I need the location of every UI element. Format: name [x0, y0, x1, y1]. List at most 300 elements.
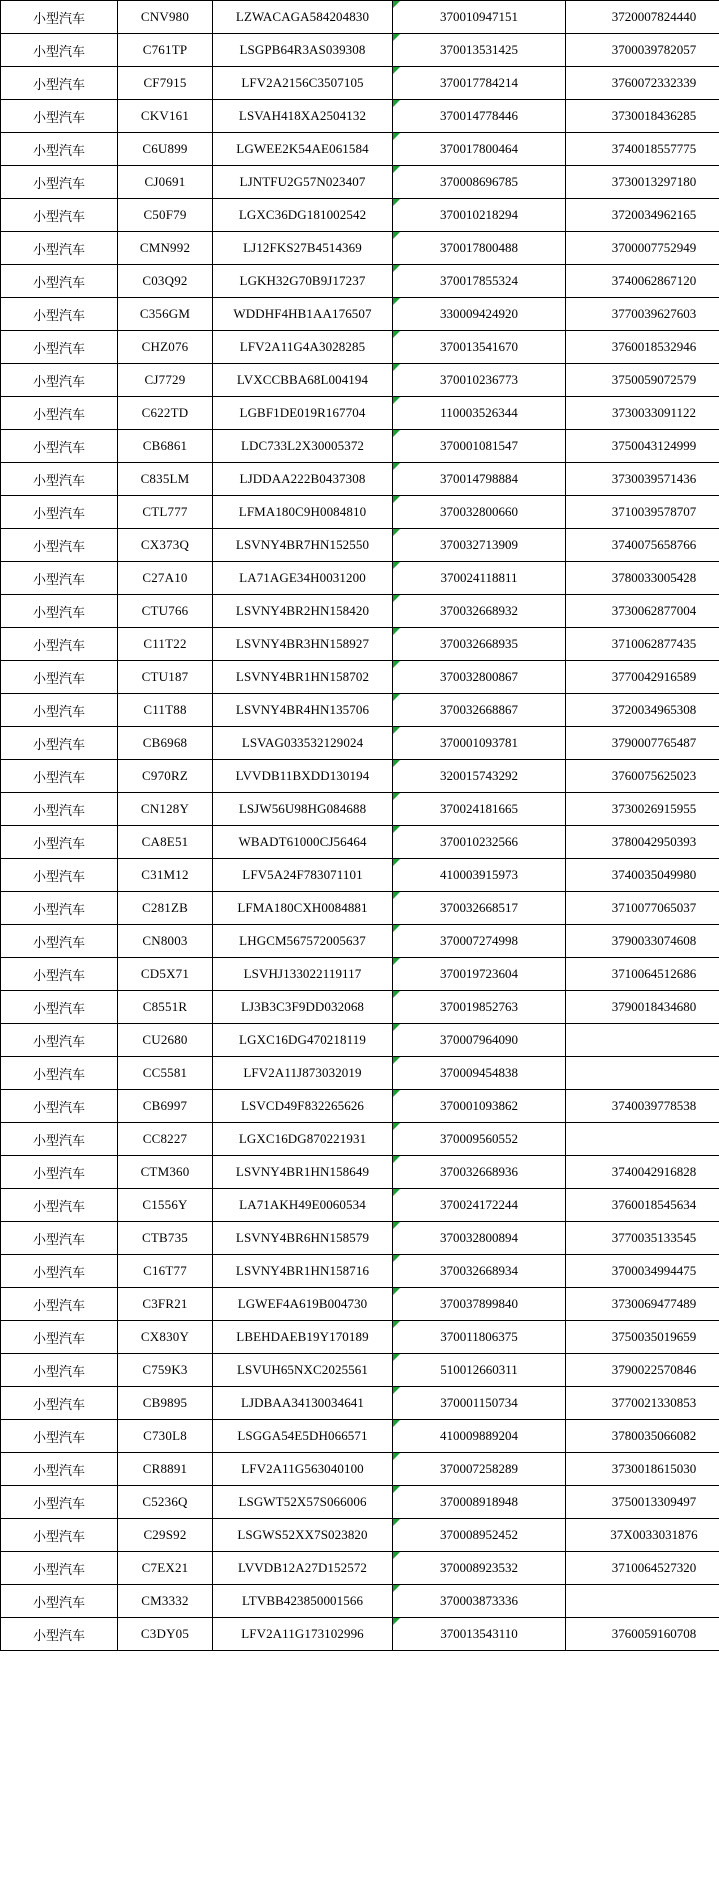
cell-vin: WBADT61000CJ56464 [213, 826, 393, 859]
cell-code-1: 370007964090 [393, 1024, 566, 1057]
cell-code-2: 3730033091122 [566, 397, 719, 430]
cell-vin: LTVBB423850001566 [213, 1585, 393, 1618]
cell-code-1: 370032800867 [393, 661, 566, 694]
cell-code-1: 370003873336 [393, 1585, 566, 1618]
cell-vin: LSGWT52X57S066006 [213, 1486, 393, 1519]
cell-vin: LGXC16DG870221931 [213, 1123, 393, 1156]
cell-vin: LVVDB11BXDD130194 [213, 760, 393, 793]
cell-plate-number: CHZ076 [118, 331, 213, 364]
cell-vehicle-type: 小型汽车 [1, 727, 118, 760]
cell-vin: LFV2A11G4A3028285 [213, 331, 393, 364]
cell-vin: LJDDAA222B0437308 [213, 463, 393, 496]
cell-code-1: 370017784214 [393, 67, 566, 100]
cell-code-1: 370017800464 [393, 133, 566, 166]
cell-plate-number: CD5X71 [118, 958, 213, 991]
table-row [1, 1189, 719, 1222]
cell-vehicle-type: 小型汽车 [1, 298, 118, 331]
cell-code-2: 3790022570846 [566, 1354, 719, 1387]
cell-code-2: 3720034962165 [566, 199, 719, 232]
cell-code-2: 3710039578707 [566, 496, 719, 529]
cell-code-2: 3760018532946 [566, 331, 719, 364]
cell-vin: LGKH32G70B9J17237 [213, 265, 393, 298]
cell-plate-number: CM3332 [118, 1585, 213, 1618]
cell-vehicle-type: 小型汽车 [1, 1453, 118, 1486]
cell-code-2: 3750035019659 [566, 1321, 719, 1354]
cell-vehicle-type: 小型汽车 [1, 67, 118, 100]
cell-plate-number: CMN992 [118, 232, 213, 265]
cell-plate-number: C31M12 [118, 859, 213, 892]
cell-code-2: 3730062877004 [566, 595, 719, 628]
cell-plate-number: CR8891 [118, 1453, 213, 1486]
cell-vin: WDDHF4HB1AA176507 [213, 298, 393, 331]
cell-plate-number: C16T77 [118, 1255, 213, 1288]
cell-plate-number: C3FR21 [118, 1288, 213, 1321]
cell-vehicle-type: 小型汽车 [1, 34, 118, 67]
table-row [1, 265, 719, 298]
cell-code-2: 37X0033031876 [566, 1519, 719, 1552]
cell-code-2: 3770035133545 [566, 1222, 719, 1255]
cell-plate-number: C1556Y [118, 1189, 213, 1222]
table-row [1, 1321, 719, 1354]
cell-vin: LFMA180CXH0084881 [213, 892, 393, 925]
cell-code-1: 370009560552 [393, 1123, 566, 1156]
cell-code-1: 370032668517 [393, 892, 566, 925]
cell-code-2: 3790007765487 [566, 727, 719, 760]
cell-vehicle-type: 小型汽车 [1, 562, 118, 595]
cell-plate-number: C27A10 [118, 562, 213, 595]
table-row [1, 826, 719, 859]
cell-code-2: 3780033005428 [566, 562, 719, 595]
cell-code-2: 3720034965308 [566, 694, 719, 727]
cell-vehicle-type: 小型汽车 [1, 463, 118, 496]
table-row [1, 1420, 719, 1453]
cell-code-2: 3760059160708 [566, 1618, 719, 1651]
table-row [1, 133, 719, 166]
table-row [1, 1618, 719, 1651]
cell-code-1: 370001093781 [393, 727, 566, 760]
cell-plate-number: C11T88 [118, 694, 213, 727]
cell-vehicle-type: 小型汽车 [1, 1420, 118, 1453]
cell-vehicle-type: 小型汽车 [1, 1156, 118, 1189]
cell-vin: LSVNY4BR2HN158420 [213, 595, 393, 628]
cell-vehicle-type: 小型汽车 [1, 1024, 118, 1057]
cell-code-2: 3740018557775 [566, 133, 719, 166]
table-row [1, 496, 719, 529]
cell-code-1: 370017800488 [393, 232, 566, 265]
cell-vehicle-type: 小型汽车 [1, 925, 118, 958]
table-row [1, 595, 719, 628]
cell-vin: LSGWS52XX7S023820 [213, 1519, 393, 1552]
table-row [1, 661, 719, 694]
cell-vin: LSVNY4BR7HN152550 [213, 529, 393, 562]
cell-vehicle-type: 小型汽车 [1, 1585, 118, 1618]
cell-vin: LHGCM567572005637 [213, 925, 393, 958]
cell-code-2: 3710064527320 [566, 1552, 719, 1585]
table-row [1, 892, 719, 925]
cell-code-2 [566, 1057, 719, 1090]
table-row [1, 562, 719, 595]
cell-code-2: 3760072332339 [566, 67, 719, 100]
cell-code-1: 370014798884 [393, 463, 566, 496]
cell-plate-number: CF7915 [118, 67, 213, 100]
cell-code-1: 370007258289 [393, 1453, 566, 1486]
table-row [1, 1453, 719, 1486]
cell-vehicle-type: 小型汽车 [1, 1057, 118, 1090]
cell-vin: LDC733L2X30005372 [213, 430, 393, 463]
cell-vehicle-type: 小型汽车 [1, 232, 118, 265]
cell-plate-number: C7EX21 [118, 1552, 213, 1585]
cell-plate-number: C759K3 [118, 1354, 213, 1387]
cell-code-2: 3720007824440 [566, 1, 719, 34]
cell-code-2: 3710064512686 [566, 958, 719, 991]
cell-plate-number: CTB735 [118, 1222, 213, 1255]
cell-vin: LGXC36DG181002542 [213, 199, 393, 232]
cell-plate-number: CC8227 [118, 1123, 213, 1156]
table-row [1, 958, 719, 991]
cell-code-2: 3750059072579 [566, 364, 719, 397]
cell-plate-number: C3DY05 [118, 1618, 213, 1651]
cell-plate-number: C622TD [118, 397, 213, 430]
table-row [1, 232, 719, 265]
table-row [1, 1288, 719, 1321]
cell-code-1: 370024172244 [393, 1189, 566, 1222]
cell-vin: LZWACAGA584204830 [213, 1, 393, 34]
cell-code-1: 370007274998 [393, 925, 566, 958]
cell-plate-number: C29S92 [118, 1519, 213, 1552]
cell-code-1: 370032713909 [393, 529, 566, 562]
cell-code-2: 3760018545634 [566, 1189, 719, 1222]
table-row [1, 529, 719, 562]
cell-vin: LSVNY4BR6HN158579 [213, 1222, 393, 1255]
cell-code-1: 370032668936 [393, 1156, 566, 1189]
cell-vehicle-type: 小型汽车 [1, 1222, 118, 1255]
cell-vehicle-type: 小型汽车 [1, 760, 118, 793]
cell-code-2: 3700034994475 [566, 1255, 719, 1288]
cell-code-1: 330009424920 [393, 298, 566, 331]
table-row [1, 1090, 719, 1123]
cell-vin: LSVCD49F832265626 [213, 1090, 393, 1123]
cell-vehicle-type: 小型汽车 [1, 1387, 118, 1420]
cell-vehicle-type: 小型汽车 [1, 826, 118, 859]
cell-plate-number: CU2680 [118, 1024, 213, 1057]
table-row [1, 1255, 719, 1288]
cell-plate-number: CX830Y [118, 1321, 213, 1354]
cell-plate-number: CJ0691 [118, 166, 213, 199]
cell-code-2: 3790033074608 [566, 925, 719, 958]
cell-code-2: 3750043124999 [566, 430, 719, 463]
cell-vin: LFV2A11J873032019 [213, 1057, 393, 1090]
table-row [1, 397, 719, 430]
cell-code-2: 3710062877435 [566, 628, 719, 661]
cell-code-1: 370032668932 [393, 595, 566, 628]
cell-code-1: 510012660311 [393, 1354, 566, 1387]
table-row [1, 760, 719, 793]
cell-vin: LSVNY4BR1HN158702 [213, 661, 393, 694]
cell-code-2: 3770042916589 [566, 661, 719, 694]
table-row [1, 1519, 719, 1552]
cell-vin: LJ3B3C3F9DD032068 [213, 991, 393, 1024]
cell-code-1: 370001081547 [393, 430, 566, 463]
cell-plate-number: CTU187 [118, 661, 213, 694]
cell-plate-number: C730L8 [118, 1420, 213, 1453]
cell-vehicle-type: 小型汽车 [1, 1486, 118, 1519]
cell-vin: LA71AGE34H0031200 [213, 562, 393, 595]
cell-code-1: 370009454838 [393, 1057, 566, 1090]
cell-code-2: 3780042950393 [566, 826, 719, 859]
cell-code-1: 370008952452 [393, 1519, 566, 1552]
cell-plate-number: C356GM [118, 298, 213, 331]
table-row [1, 100, 719, 133]
cell-code-1: 370037899840 [393, 1288, 566, 1321]
cell-code-2: 3700039782057 [566, 34, 719, 67]
cell-vin: LJ12FKS27B4514369 [213, 232, 393, 265]
cell-code-2: 3730018436285 [566, 100, 719, 133]
cell-vehicle-type: 小型汽车 [1, 628, 118, 661]
cell-vin: LBEHDAEB19Y170189 [213, 1321, 393, 1354]
cell-vin: LSVNY4BR4HN135706 [213, 694, 393, 727]
cell-plate-number: CX373Q [118, 529, 213, 562]
cell-code-1: 370010232566 [393, 826, 566, 859]
cell-plate-number: C6U899 [118, 133, 213, 166]
table-row [1, 1552, 719, 1585]
cell-vehicle-type: 小型汽车 [1, 694, 118, 727]
table-row [1, 628, 719, 661]
cell-vehicle-type: 小型汽车 [1, 859, 118, 892]
cell-code-1: 370008696785 [393, 166, 566, 199]
cell-code-1: 370024118811 [393, 562, 566, 595]
cell-code-2: 3780035066082 [566, 1420, 719, 1453]
cell-code-2: 3750013309497 [566, 1486, 719, 1519]
cell-vin: LJNTFU2G57N023407 [213, 166, 393, 199]
cell-code-1: 370024181665 [393, 793, 566, 826]
cell-vehicle-type: 小型汽车 [1, 991, 118, 1024]
cell-vin: LVVDB12A27D152572 [213, 1552, 393, 1585]
cell-code-1: 370011806375 [393, 1321, 566, 1354]
cell-plate-number: CN128Y [118, 793, 213, 826]
cell-plate-number: CB6861 [118, 430, 213, 463]
cell-vehicle-type: 小型汽车 [1, 1189, 118, 1222]
cell-vehicle-type: 小型汽车 [1, 496, 118, 529]
cell-code-2 [566, 1024, 719, 1057]
cell-plate-number: CKV161 [118, 100, 213, 133]
cell-code-1: 370019723604 [393, 958, 566, 991]
cell-vin: LFMA180C9H0084810 [213, 496, 393, 529]
cell-vin: LSGPB64R3AS039308 [213, 34, 393, 67]
cell-code-2: 3740039778538 [566, 1090, 719, 1123]
cell-vin: LSVNY4BR1HN158649 [213, 1156, 393, 1189]
cell-vin: LSVAH418XA2504132 [213, 100, 393, 133]
table-row [1, 364, 719, 397]
cell-vin: LSVUH65NXC2025561 [213, 1354, 393, 1387]
table-row [1, 859, 719, 892]
cell-vehicle-type: 小型汽车 [1, 1255, 118, 1288]
cell-code-2: 3730069477489 [566, 1288, 719, 1321]
table-row [1, 991, 719, 1024]
cell-code-1: 370010947151 [393, 1, 566, 34]
table-row [1, 694, 719, 727]
cell-vin: LSGGA54E5DH066571 [213, 1420, 393, 1453]
table-row [1, 1024, 719, 1057]
cell-code-2: 3740062867120 [566, 265, 719, 298]
cell-code-1: 370010218294 [393, 199, 566, 232]
cell-plate-number: C50F79 [118, 199, 213, 232]
cell-plate-number: CTL777 [118, 496, 213, 529]
table-row [1, 463, 719, 496]
cell-code-2: 3740035049980 [566, 859, 719, 892]
table-row [1, 925, 719, 958]
table-row [1, 34, 719, 67]
cell-plate-number: CTU766 [118, 595, 213, 628]
table-body [1, 1, 719, 1651]
cell-code-1: 370019852763 [393, 991, 566, 1024]
cell-plate-number: C5236Q [118, 1486, 213, 1519]
cell-code-2: 3760075625023 [566, 760, 719, 793]
cell-code-1: 370032800894 [393, 1222, 566, 1255]
cell-code-2: 3770021330853 [566, 1387, 719, 1420]
table-row [1, 1057, 719, 1090]
cell-vehicle-type: 小型汽车 [1, 793, 118, 826]
table-row [1, 793, 719, 826]
cell-plate-number: C03Q92 [118, 265, 213, 298]
cell-code-2 [566, 1585, 719, 1618]
cell-code-2: 3730018615030 [566, 1453, 719, 1486]
cell-vehicle-type: 小型汽车 [1, 1552, 118, 1585]
cell-vin: LSVAG033532129024 [213, 727, 393, 760]
cell-code-2 [566, 1123, 719, 1156]
cell-vehicle-type: 小型汽车 [1, 364, 118, 397]
cell-vin: LSJW56U98HG084688 [213, 793, 393, 826]
cell-code-1: 410003915973 [393, 859, 566, 892]
table-row [1, 331, 719, 364]
cell-vehicle-type: 小型汽车 [1, 892, 118, 925]
cell-vehicle-type: 小型汽车 [1, 265, 118, 298]
cell-code-1: 370032668934 [393, 1255, 566, 1288]
cell-plate-number: CB6968 [118, 727, 213, 760]
cell-vehicle-type: 小型汽车 [1, 661, 118, 694]
cell-vin: LSVNY4BR3HN158927 [213, 628, 393, 661]
cell-vehicle-type: 小型汽车 [1, 166, 118, 199]
cell-vehicle-type: 小型汽车 [1, 397, 118, 430]
cell-plate-number: CNV980 [118, 1, 213, 34]
cell-code-2: 3770039627603 [566, 298, 719, 331]
table-row [1, 1156, 719, 1189]
cell-vehicle-type: 小型汽车 [1, 1618, 118, 1651]
cell-vin: LFV2A11G173102996 [213, 1618, 393, 1651]
table-row [1, 1123, 719, 1156]
cell-code-2: 3730026915955 [566, 793, 719, 826]
cell-plate-number: CB9895 [118, 1387, 213, 1420]
cell-code-2: 3700007752949 [566, 232, 719, 265]
table-row [1, 1, 719, 34]
table-row [1, 727, 719, 760]
cell-vin: LGWEE2K54AE061584 [213, 133, 393, 166]
cell-code-1: 370010236773 [393, 364, 566, 397]
cell-code-1: 370001150734 [393, 1387, 566, 1420]
table-row [1, 1387, 719, 1420]
cell-code-1: 370032668867 [393, 694, 566, 727]
cell-vehicle-type: 小型汽车 [1, 331, 118, 364]
cell-vin: LFV2A11G563040100 [213, 1453, 393, 1486]
cell-code-2: 3730013297180 [566, 166, 719, 199]
table-row [1, 1354, 719, 1387]
table-row [1, 1222, 719, 1255]
cell-code-1: 320015743292 [393, 760, 566, 793]
cell-plate-number: CJ7729 [118, 364, 213, 397]
cell-plate-number: C835LM [118, 463, 213, 496]
cell-code-2: 3740042916828 [566, 1156, 719, 1189]
cell-vehicle-type: 小型汽车 [1, 529, 118, 562]
table-row [1, 67, 719, 100]
cell-vehicle-type: 小型汽车 [1, 430, 118, 463]
cell-code-2: 3730039571436 [566, 463, 719, 496]
cell-vin: LJDBAA34130034641 [213, 1387, 393, 1420]
cell-vin: LGWEF4A619B004730 [213, 1288, 393, 1321]
cell-code-1: 370001093862 [393, 1090, 566, 1123]
cell-code-1: 370013531425 [393, 34, 566, 67]
cell-vin: LVXCCBBA68L004194 [213, 364, 393, 397]
cell-vin: LSVHJ133022119117 [213, 958, 393, 991]
cell-vehicle-type: 小型汽车 [1, 199, 118, 232]
cell-plate-number: C281ZB [118, 892, 213, 925]
cell-vehicle-type: 小型汽车 [1, 1519, 118, 1552]
table-row [1, 166, 719, 199]
cell-vin: LGXC16DG470218119 [213, 1024, 393, 1057]
cell-vehicle-type: 小型汽车 [1, 133, 118, 166]
table-row [1, 298, 719, 331]
cell-code-1: 370008923532 [393, 1552, 566, 1585]
cell-vehicle-type: 小型汽车 [1, 1, 118, 34]
cell-plate-number: CB6997 [118, 1090, 213, 1123]
cell-vin: LGBF1DE019R167704 [213, 397, 393, 430]
cell-vehicle-type: 小型汽车 [1, 958, 118, 991]
table-row [1, 199, 719, 232]
cell-vehicle-type: 小型汽车 [1, 595, 118, 628]
cell-code-2: 3710077065037 [566, 892, 719, 925]
cell-vin: LSVNY4BR1HN158716 [213, 1255, 393, 1288]
cell-plate-number: CA8E51 [118, 826, 213, 859]
cell-code-2: 3740075658766 [566, 529, 719, 562]
table-row [1, 1585, 719, 1618]
cell-vehicle-type: 小型汽车 [1, 1321, 118, 1354]
cell-plate-number: C970RZ [118, 760, 213, 793]
cell-plate-number: CTM360 [118, 1156, 213, 1189]
cell-vin: LFV2A2156C3507105 [213, 67, 393, 100]
cell-vehicle-type: 小型汽车 [1, 1123, 118, 1156]
cell-vehicle-type: 小型汽车 [1, 1354, 118, 1387]
cell-code-1: 370017855324 [393, 265, 566, 298]
cell-plate-number: C11T22 [118, 628, 213, 661]
cell-code-1: 410009889204 [393, 1420, 566, 1453]
cell-vehicle-type: 小型汽车 [1, 100, 118, 133]
table-row [1, 430, 719, 463]
cell-plate-number: CN8003 [118, 925, 213, 958]
cell-plate-number: C761TP [118, 34, 213, 67]
cell-plate-number: CC5581 [118, 1057, 213, 1090]
cell-code-1: 110003526344 [393, 397, 566, 430]
cell-code-1: 370032668935 [393, 628, 566, 661]
cell-vin: LFV5A24F783071101 [213, 859, 393, 892]
cell-code-1: 370013541670 [393, 331, 566, 364]
cell-code-1: 370014778446 [393, 100, 566, 133]
cell-vehicle-type: 小型汽车 [1, 1090, 118, 1123]
cell-vehicle-type: 小型汽车 [1, 1288, 118, 1321]
cell-code-2: 3790018434680 [566, 991, 719, 1024]
cell-code-1: 370008918948 [393, 1486, 566, 1519]
cell-code-1: 370032800660 [393, 496, 566, 529]
table-row [1, 1486, 719, 1519]
cell-plate-number: C8551R [118, 991, 213, 1024]
cell-code-1: 370013543110 [393, 1618, 566, 1651]
